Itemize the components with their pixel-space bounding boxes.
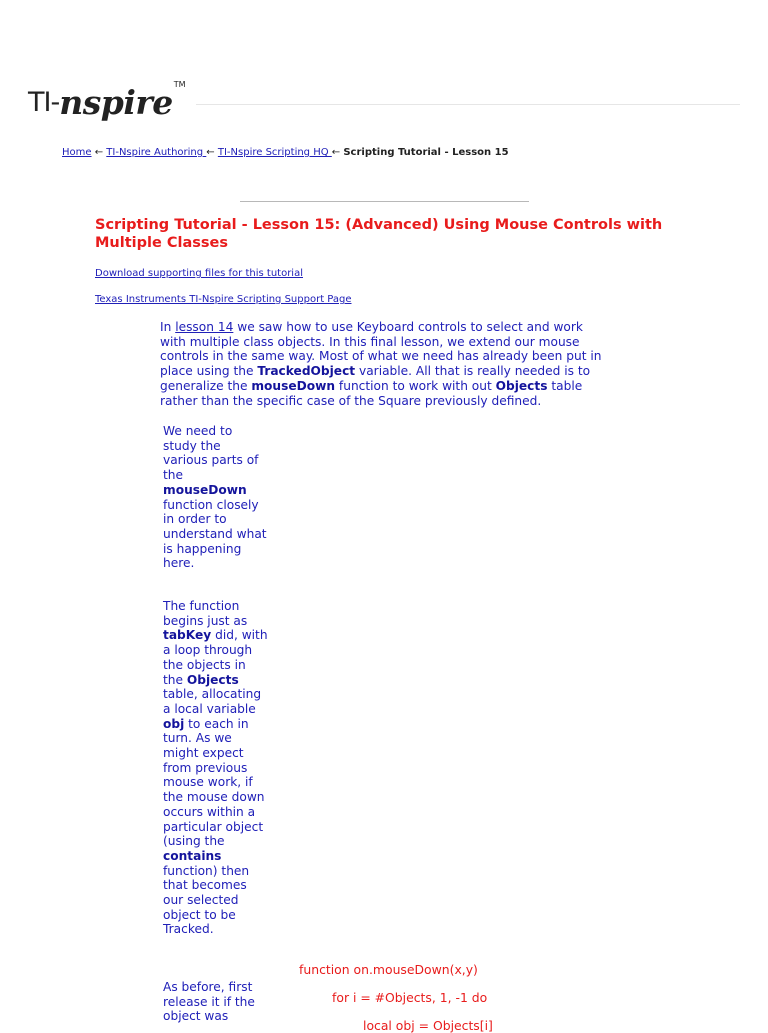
logo-nspire-text: nspire bbox=[59, 83, 173, 122]
breadcrumb-authoring-link[interactable]: TI-Nspire Authoring bbox=[106, 147, 207, 158]
keyword: mouseDown bbox=[251, 378, 336, 393]
logo-ti-text: TI- bbox=[28, 87, 60, 118]
keyword: mouseDown bbox=[163, 482, 247, 497]
keyword: TrackedObject bbox=[257, 364, 356, 379]
lesson-14-link[interactable]: lesson 14 bbox=[175, 320, 234, 334]
text-run: to each in turn. As we might expect from previous mouse work, if the mouse down occurs within a particular object (using the bbox=[163, 716, 265, 849]
keyword: Objects bbox=[495, 378, 548, 393]
explanation-paragraph bbox=[163, 424, 269, 571]
code-line: function on.mouseDown(x,y) bbox=[299, 962, 478, 977]
breadcrumb-separator: ← bbox=[331, 147, 344, 158]
download-files-link[interactable]: Download supporting files for this tutorial bbox=[95, 268, 303, 279]
logo-trademark: TM bbox=[173, 80, 186, 89]
breadcrumb-current: Scripting Tutorial - Lesson 15 bbox=[343, 147, 509, 158]
breadcrumb bbox=[62, 147, 509, 158]
text-run: table, allocating a local variable bbox=[163, 687, 262, 716]
text-run: In bbox=[160, 320, 176, 334]
header-divider bbox=[196, 104, 740, 105]
keyword: contains bbox=[163, 848, 222, 863]
keyword: Objects bbox=[186, 672, 239, 687]
text-run: function to work with out bbox=[335, 378, 496, 393]
page-title: Scripting Tutorial - Lesson 15: (Advanced) Using Mouse Controls with Multiple Classes bbox=[95, 217, 663, 251]
keyword: obj bbox=[163, 716, 185, 731]
section-divider bbox=[240, 201, 529, 202]
text-run: function) then that becomes our selected object to be Tracked. bbox=[163, 863, 250, 937]
text-run: As before, first release it if the object was bbox=[163, 980, 255, 1024]
code-line: local obj = Objects[i] bbox=[363, 1018, 493, 1033]
text-run: did, with a loop through the objects in the bbox=[163, 628, 268, 687]
text-run: We need to study the various parts of the bbox=[163, 424, 259, 483]
explanation-paragraph bbox=[163, 980, 269, 1024]
breadcrumb-separator: ← bbox=[206, 147, 218, 158]
breadcrumb-separator: ← bbox=[91, 147, 107, 158]
support-page-link[interactable]: Texas Instruments TI-Nspire Scripting Support Page bbox=[95, 294, 352, 305]
intro-paragraph bbox=[160, 320, 610, 408]
keyword: tabKey bbox=[163, 628, 212, 643]
text-run: function closely in order to understand what is happening here. bbox=[163, 497, 267, 571]
code-line: for i = #Objects, 1, -1 do bbox=[332, 990, 488, 1005]
text-run: The function begins just as bbox=[163, 599, 248, 628]
ti-nspire-logo bbox=[28, 78, 186, 122]
breadcrumb-scripting-hq-link[interactable]: TI-Nspire Scripting HQ bbox=[217, 147, 332, 158]
explanation-paragraph bbox=[163, 599, 269, 937]
text-run: variable. All that is really needed is to generalize the bbox=[160, 364, 591, 393]
breadcrumb-home-link[interactable]: Home bbox=[62, 147, 92, 158]
text-run: we saw how to use Keyboard controls to select and work with multiple class objects. In this final lesson, we extend our mouse controls in the same way. Most of what we need has already been put in place using the bbox=[160, 320, 602, 379]
text-run: table rather than the specific case of the Square previously defined. bbox=[160, 378, 583, 408]
